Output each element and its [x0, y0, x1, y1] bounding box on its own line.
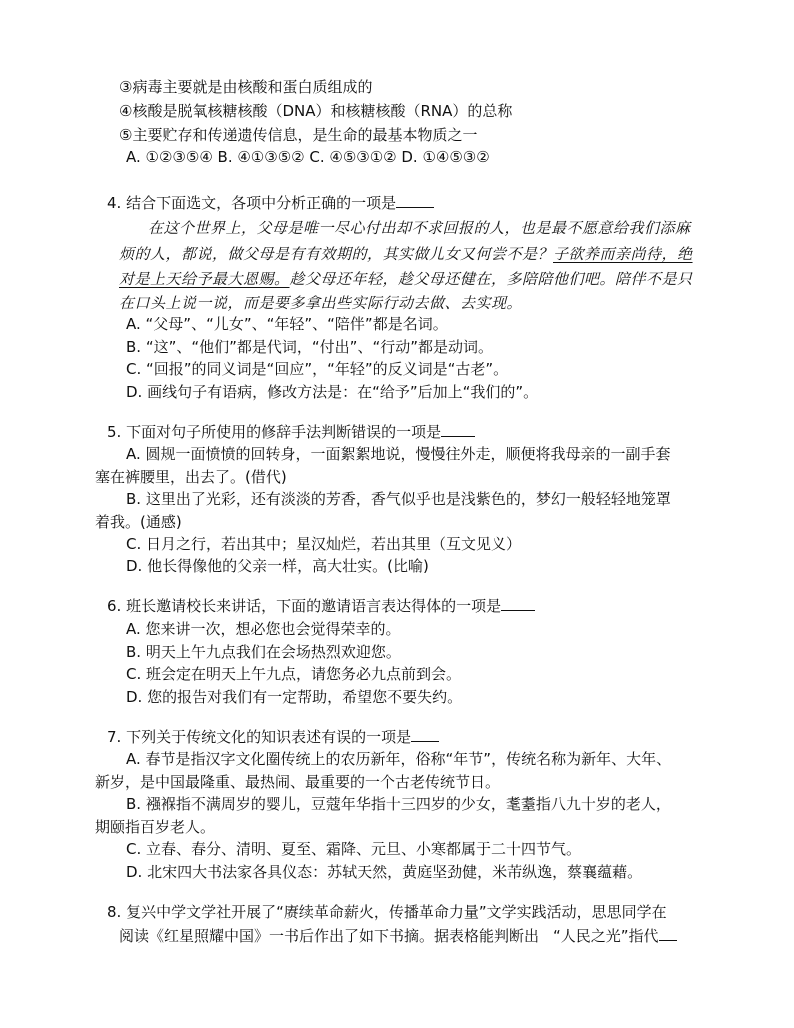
- q7-option-a-line-2: 新岁，是中国最隆重、最热闹、最重要的一个古老传统节日。: [95, 773, 501, 791]
- q4-passage-line-3: [119, 268, 693, 290]
- q4-option-b: B. “这”、“他们”都是代词，“付出”、“行动”都是动词。: [126, 338, 493, 356]
- q7-option-c: C. 立春、春分、清明、夏至、霜降、元旦、小寒都属于二十四节气。: [126, 840, 582, 858]
- q4-passage-line-1: 在这个世界上，父母是唯一尽心付出却不求回报的人，也是最不愿意给我们添麻: [148, 219, 691, 237]
- q8-stem-2b: “人民之光”指代: [553, 927, 659, 945]
- q6-option-a: A. 您来讲一次，想必您也会觉得荣幸的。: [126, 620, 401, 638]
- q4-option-c: C. “回报”的同义词是“回应”，“年轻”的反义词是“古老”。: [126, 360, 509, 378]
- q7-option-d: D. 北宋四大书法家各具仪态：苏轼天然，黄庭坚劲健，米芾纵逸，蔡襄蕴藉。: [126, 863, 643, 881]
- q4-option-d: D. 画线句子有语病，修改方法是：在“给予”后加上“我们的”。: [126, 383, 539, 401]
- q7-option-b-line-1: B. 襁褓指不满周岁的婴儿，豆蔻年华指十三四岁的少女，耄耋指八九十岁的老人，: [126, 795, 671, 813]
- q8-answer-blank: [659, 925, 677, 941]
- q4-stem-text: 4. 结合下面选文，各项中分析正确的一项是: [107, 194, 397, 212]
- q4-passage-line-4: 在口头上说一说，而是要多拿出些实际行动去做、去实现。: [119, 294, 523, 312]
- q4-passage-line-2: [119, 243, 693, 265]
- q5-option-c: C. 日月之行，若出其中；星汉灿烂，若出其里（互文见义）: [126, 535, 522, 553]
- q3-options: A. ①②③⑤④ B. ④①③⑤② C. ④⑤③①② D. ①④⑤③②: [126, 148, 490, 166]
- q6-option-c: C. 班会定在明天上午九点，请您务必九点前到会。: [126, 665, 462, 683]
- q8-stem-line-1: 8. 复兴中学文学社开展了“赓续革命薪火，传播革命力量”文学实践活动，思思同学在: [107, 903, 667, 921]
- q5-option-b-line-1: B. 这里出了光彩，还有淡淡的芳香，香气似乎也是浅紫色的，梦幻一般轻轻地笼罩: [126, 490, 671, 508]
- q8-stem-line-2: [119, 925, 677, 947]
- q4-underlined-sentence-b: 对是上天给予最大恩赐。: [119, 270, 290, 288]
- q4-underlined-sentence-a: 子欲养而亲尚待，绝: [553, 245, 693, 263]
- q5-option-b-line-2: 着我。(通感): [95, 513, 182, 531]
- q6-option-b: B. 明天上午九点我们在会场热烈欢迎您。: [126, 643, 401, 661]
- q4-answer-blank: [396, 192, 434, 208]
- q4-passage-3b: 趁父母还年轻，趁父母还健在，多陪陪他们吧。陪伴不是只: [289, 270, 693, 288]
- q4-passage-2a: 烦的人，都说，做父母是有有效期的，其实做儿女又何尝不是？: [119, 245, 554, 263]
- q3-item-4: ④核酸是脱氧核糖核酸（DNA）和核糖核酸（RNA）的总称: [119, 102, 513, 120]
- q8-stem-2a: 阅读《红星照耀中国》一书后作出了如下书摘。据表格能判断出: [119, 927, 540, 945]
- q5-stem: [107, 421, 475, 443]
- q5-option-a-line-1: A. 圆规一面愤愤的回转身，一面絮絮地说，慢慢往外走，顺便将我母亲的一副手套: [126, 445, 671, 463]
- q5-option-a-line-2: 塞在裤腰里，出去了。(借代): [95, 468, 287, 486]
- q7-option-a-line-1: A. 春节是指汉字文化圈传统上的农历新年，俗称“年节”，传统名称为新年、大年、: [126, 750, 672, 768]
- q6-answer-blank: [501, 595, 535, 611]
- q7-stem-text: 7. 下列关于传统文化的知识表述有误的一项是: [107, 728, 412, 746]
- q7-answer-blank: [411, 726, 439, 742]
- q6-option-d: D. 您的报告对我们有一定帮助，希望您不要失约。: [126, 688, 463, 706]
- q4-stem: [107, 192, 434, 214]
- q7-stem: [107, 726, 439, 748]
- q4-option-a: A. “父母”、“儿女”、“年轻”、“陪伴”都是名词。: [126, 315, 448, 333]
- q6-stem: [107, 595, 535, 617]
- q3-item-3: ③病毒主要就是由核酸和蛋白质组成的: [119, 78, 373, 96]
- q6-stem-text: 6. 班长邀请校长来讲话，下面的邀请语言表达得体的一项是: [107, 597, 502, 615]
- q5-stem-text: 5. 下面对句子所使用的修辞手法判断错误的一项是: [107, 423, 442, 441]
- q3-item-5: ⑤主要贮存和传递遗传信息，是生命的最基本物质之一: [119, 126, 478, 144]
- q7-option-b-line-2: 期颐指百岁老人。: [95, 818, 216, 836]
- q5-answer-blank: [441, 421, 475, 437]
- q5-option-d: D. 他长得像他的父亲一样，高大壮实。(比喻): [126, 557, 429, 575]
